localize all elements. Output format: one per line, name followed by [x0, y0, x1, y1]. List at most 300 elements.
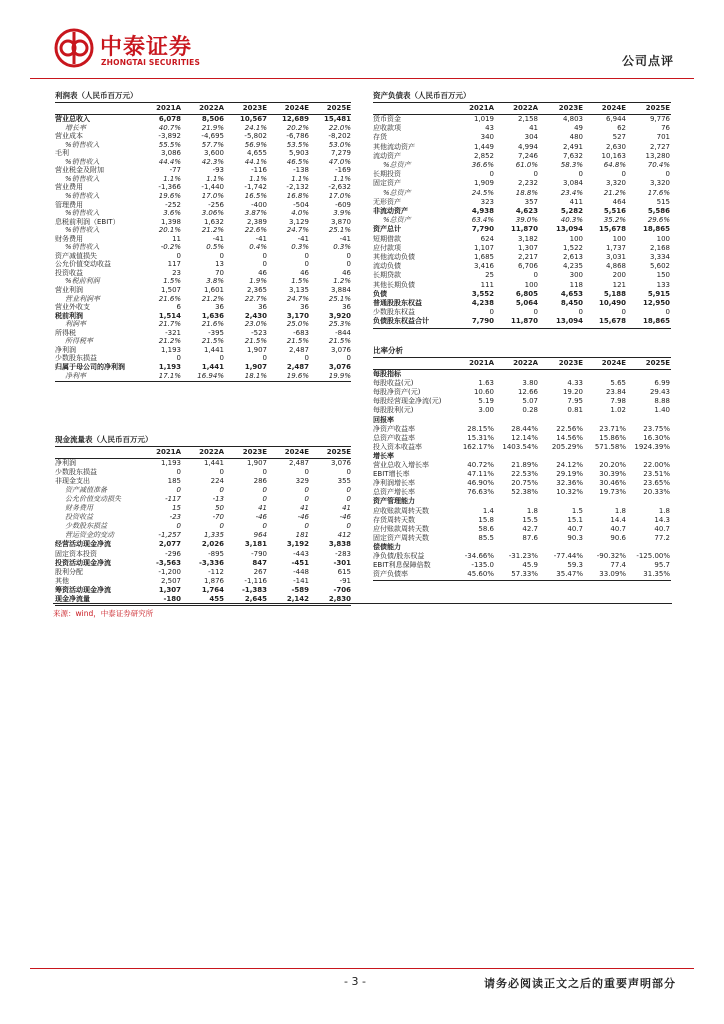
row-value: 45.60%: [467, 570, 494, 579]
row-value: 0: [262, 468, 267, 477]
row-value: 0: [621, 308, 626, 317]
row-value: 57.7%: [201, 140, 224, 149]
row-value: -41: [339, 234, 351, 243]
row-value: 0: [176, 354, 181, 363]
row-value: 3,334: [649, 253, 670, 261]
row-value: -844: [335, 328, 351, 337]
row-value: 1.40: [654, 406, 670, 415]
row-value: 515: [656, 197, 670, 206]
row-label: 应付款项: [373, 243, 401, 252]
row-value: -3,563: [155, 558, 181, 567]
row-value: 41: [342, 504, 351, 513]
table-row: [373, 570, 671, 580]
table-bottom-rule: [373, 580, 671, 581]
row-value: 3.87%: [244, 209, 267, 218]
row-value: 7,790: [471, 317, 494, 326]
row-value: 0: [346, 486, 351, 495]
row-value: 150: [656, 271, 670, 280]
row-value: 36: [342, 303, 351, 312]
row-value: 47.0%: [328, 157, 351, 166]
row-label: 其他流动资产: [373, 142, 415, 151]
row-value: 2,491: [562, 142, 583, 151]
row-value: 25.1%: [328, 226, 351, 235]
row-label: 营运资金的变动: [65, 531, 114, 540]
row-value: 2,430: [244, 311, 267, 320]
row-value: 62: [617, 124, 626, 133]
table-row: [373, 317, 671, 327]
year-header: 2025E: [645, 359, 670, 367]
row-value: 23: [172, 268, 181, 277]
row-label: 投入资本收益率: [373, 442, 422, 451]
row-value: 0: [304, 251, 309, 260]
row-value: 23.4%: [560, 188, 583, 197]
row-value: 22.56%: [556, 424, 583, 433]
row-label: 息税前利润（EBIT）: [55, 217, 120, 226]
row-label: %销售收入: [65, 226, 100, 235]
balance-table-title: 资产负债表（人民币百万元）: [373, 91, 471, 100]
row-value: 23.71%: [599, 424, 626, 433]
row-value: 12,950: [642, 299, 670, 307]
row-value: 5.65: [610, 379, 626, 388]
row-value: 36: [300, 303, 309, 312]
row-label: 负债: [373, 289, 387, 298]
row-label: 管理费用: [55, 200, 83, 209]
row-value: -34.66%: [464, 552, 494, 560]
row-value: -523: [251, 328, 267, 337]
row-value: 1,335: [203, 531, 224, 540]
zhongtai-logo-icon: [54, 28, 94, 68]
row-value: -589: [291, 585, 309, 594]
row-value: 13,094: [555, 317, 583, 326]
row-label: 营业费用: [55, 183, 83, 192]
row-value: 1,514: [158, 311, 181, 320]
row-value: -451: [291, 558, 309, 567]
row-value: 0: [346, 251, 351, 260]
row-value: 1,307: [158, 585, 181, 594]
row-value: 41: [529, 124, 538, 133]
row-value: 3,320: [649, 179, 670, 188]
row-label: 资产减值准备: [65, 486, 107, 495]
row-value: 23.51%: [643, 470, 670, 479]
row-value: 58.6: [478, 524, 494, 533]
row-value: 411: [569, 197, 583, 206]
year-header: 2022A: [513, 359, 538, 367]
row-value: 0: [262, 354, 267, 363]
row-value: 133: [656, 280, 670, 289]
row-value: 22.00%: [643, 461, 670, 469]
row-value: 21.2%: [158, 337, 181, 346]
row-value: 1.5: [571, 506, 583, 515]
row-value: -125.00%: [636, 552, 670, 560]
row-value: 1403.54%: [502, 442, 538, 451]
row-value: 19.9%: [328, 371, 351, 380]
row-value: 0: [262, 486, 267, 495]
row-value: 17.6%: [647, 188, 670, 197]
row-value: 1,507: [160, 286, 181, 294]
row-label: 毛利: [55, 149, 69, 158]
row-value: 70.4%: [647, 161, 670, 169]
row-value: 0: [621, 170, 626, 179]
row-value: 3,320: [605, 179, 626, 188]
row-value: 40.3%: [560, 216, 583, 225]
row-value: 0: [304, 354, 309, 363]
row-label: %销售收入: [65, 157, 100, 166]
table-bottom-rule: [55, 381, 351, 382]
row-value: -1,200: [158, 567, 181, 576]
row-value: 0.3%: [333, 243, 351, 252]
row-value: 22.53%: [511, 470, 538, 479]
row-value: 4,238: [471, 299, 494, 307]
row-value: 2,168: [649, 243, 670, 252]
row-value: -90.32%: [596, 552, 626, 560]
row-value: 0: [304, 495, 309, 504]
row-label: 长期投资: [373, 170, 401, 179]
row-value: -252: [165, 200, 181, 209]
row-value: 2,077: [158, 540, 181, 549]
row-value: -683: [293, 328, 309, 337]
row-value: 90.6: [610, 533, 626, 542]
row-label: 每股经营现金净流(元): [373, 397, 442, 406]
row-value: 20.1%: [158, 226, 181, 235]
row-value: 480: [569, 133, 583, 142]
row-label: 净资产收益率: [373, 424, 415, 433]
row-value: 36: [215, 303, 224, 312]
row-value: 23.75%: [643, 424, 670, 433]
row-value: 11: [172, 234, 181, 243]
row-label: %销售收入: [65, 243, 100, 252]
row-label: 每股指标: [373, 370, 401, 378]
row-value: 42.3%: [201, 157, 224, 166]
row-value: 77.4: [610, 561, 626, 570]
row-value: 200: [612, 271, 626, 280]
row-value: 1.2%: [333, 277, 351, 286]
row-value: 1,398: [160, 217, 181, 226]
row-label: 少数股东损益: [65, 522, 107, 531]
row-value: 52.38%: [511, 488, 538, 497]
row-value: 15,678: [598, 317, 626, 326]
row-label: 公允价值变动收益: [55, 260, 111, 269]
row-value: 45.9: [522, 561, 538, 570]
row-value: -296: [165, 549, 181, 558]
row-value: -3,336: [198, 558, 224, 567]
row-value: 3,076: [330, 345, 351, 354]
row-value: 77.2: [654, 533, 670, 542]
row-value: 0: [219, 354, 224, 363]
row-value: -301: [333, 558, 351, 567]
row-value: 46: [258, 268, 267, 277]
footer-divider: [30, 968, 694, 969]
row-value: 24.7%: [286, 226, 309, 235]
row-value: -321: [165, 328, 181, 337]
row-value: 5,516: [603, 207, 626, 215]
row-label: %税前利润: [65, 277, 100, 286]
row-label: 货币资金: [373, 115, 401, 123]
row-value: 1,019: [473, 115, 494, 123]
row-value: 10,567: [239, 115, 267, 123]
row-value: 2,389: [246, 217, 267, 226]
row-value: 0: [665, 170, 670, 179]
row-value: 118: [569, 280, 583, 289]
row-value: -135.0: [471, 561, 494, 570]
logo-english-name: ZHONGTAI SECURITIES: [101, 58, 201, 67]
row-value: -112: [208, 567, 224, 576]
row-value: -180: [163, 594, 181, 603]
row-value: 0: [304, 486, 309, 495]
row-value: 47.11%: [467, 470, 494, 479]
row-value: 3.06%: [201, 209, 224, 218]
row-value: 2,217: [517, 253, 538, 261]
row-value: 23.0%: [244, 320, 267, 329]
row-value: 4.0%: [291, 209, 309, 218]
row-value: 15,678: [598, 225, 626, 234]
row-value: 40.7: [654, 524, 670, 533]
row-value: 12.14%: [511, 433, 538, 442]
company-logo: [54, 28, 234, 72]
row-label: 非现金支出: [55, 477, 90, 486]
row-value: 87.6: [522, 533, 538, 542]
row-value: 2,232: [517, 179, 538, 188]
row-value: 100: [612, 234, 626, 243]
row-value: 0: [346, 495, 351, 504]
row-value: 1,522: [562, 243, 583, 252]
row-value: 36.6%: [471, 161, 494, 169]
row-value: 21.2%: [603, 188, 626, 197]
row-value: 340: [480, 133, 494, 142]
row-label: 偿债能力: [373, 542, 401, 551]
row-value: 17.0%: [201, 191, 224, 200]
row-label: 固定资产周转天数: [373, 533, 429, 542]
row-value: 49: [574, 124, 583, 133]
row-value: -41: [255, 234, 267, 243]
row-value: 1.1%: [291, 174, 309, 183]
row-value: 16.8%: [286, 191, 309, 200]
row-value: 46: [342, 268, 351, 277]
row-value: 7,279: [330, 149, 351, 158]
source-note: 来源：wind，中泰证券研究所: [53, 609, 154, 618]
row-value: 15.8: [478, 515, 494, 524]
row-value: 2,142: [286, 594, 309, 603]
row-value: 455: [209, 594, 224, 603]
row-value: 6,944: [605, 115, 626, 123]
header-divider: [30, 78, 694, 79]
row-value: 28.15%: [467, 424, 494, 433]
row-value: -395: [208, 328, 224, 337]
row-value: 1,636: [201, 311, 224, 320]
row-label: 负债股东权益合计: [373, 317, 429, 326]
row-value: 10,163: [601, 151, 626, 160]
logo-chinese-name: 中泰证券: [100, 35, 193, 60]
row-value: 4,623: [515, 207, 538, 215]
row-label: 营业税金及附加: [55, 166, 104, 175]
row-value: 1.1%: [333, 174, 351, 183]
row-label: 投资收益: [65, 513, 93, 522]
row-value: 70: [215, 268, 224, 277]
row-label: 存货周转天数: [373, 515, 415, 524]
row-value: 12,689: [281, 115, 309, 123]
row-value: 0: [578, 170, 583, 179]
row-value: -443: [293, 549, 309, 558]
row-label: 每股股利(元): [373, 406, 414, 415]
row-value: 18,865: [642, 317, 670, 326]
row-value: 0: [304, 468, 309, 477]
row-value: 0: [219, 486, 224, 495]
row-value: -46: [297, 513, 309, 522]
row-label: 短期借款: [373, 234, 401, 243]
row-value: 624: [480, 234, 494, 243]
row-value: 8.88: [654, 397, 670, 406]
row-value: 1,307: [517, 243, 538, 252]
table-header-row: [373, 359, 671, 369]
row-value: 4,653: [560, 289, 583, 298]
year-header: 2024E: [601, 104, 626, 112]
year-header: 2021A: [156, 104, 181, 112]
row-value: 53.5%: [286, 140, 309, 149]
row-value: 44.1%: [244, 157, 267, 166]
row-value: 39.0%: [515, 216, 538, 225]
row-value: 0.28: [522, 406, 538, 415]
row-value: 0: [176, 522, 181, 531]
row-value: 56.9%: [244, 140, 267, 149]
row-value: 1.5%: [291, 277, 309, 286]
table-top-rule: [373, 357, 671, 358]
row-label: 营业利润率: [65, 294, 100, 303]
row-label: %总资产: [383, 188, 411, 197]
row-value: 18,865: [642, 225, 670, 234]
row-value: 2,487: [288, 459, 309, 467]
row-label: 营业利润: [55, 286, 83, 294]
year-header: 2024E: [601, 359, 626, 367]
row-value: 0: [176, 486, 181, 495]
row-value: 3,416: [473, 262, 494, 271]
year-header: 2025E: [326, 104, 351, 112]
row-value: 3,920: [328, 311, 351, 320]
row-value: 15.86%: [599, 433, 626, 442]
row-value: 3.9%: [333, 209, 351, 218]
row-value: 0: [176, 468, 181, 477]
row-value: 964: [253, 531, 267, 540]
row-value: 4,803: [562, 115, 583, 123]
row-value: 21.5%: [286, 337, 309, 346]
row-value: 35.47%: [556, 570, 583, 579]
row-value: 41: [300, 504, 309, 513]
row-label: 普通股股东权益: [373, 299, 422, 307]
row-value: 1,441: [203, 345, 224, 354]
row-value: 1924.39%: [634, 442, 670, 451]
row-value: 61.0%: [515, 161, 538, 169]
row-value: 1,193: [158, 362, 181, 371]
row-value: -70: [212, 513, 224, 522]
row-value: 1.5%: [163, 277, 181, 286]
row-value: 3,129: [288, 217, 309, 226]
row-value: 3.6%: [163, 209, 181, 218]
row-value: 3,084: [562, 179, 583, 188]
row-label: %销售收入: [65, 140, 100, 149]
row-label: 资产减值损失: [55, 251, 97, 260]
cashflow-table-title: 现金流量表（人民币百万元）: [55, 435, 153, 444]
row-value: 1,632: [203, 217, 224, 226]
row-label: %销售收入: [65, 209, 100, 218]
row-label: 所得税率: [65, 337, 93, 346]
row-value: 3,182: [517, 234, 538, 243]
row-value: 76.63%: [467, 488, 494, 497]
row-value: 527: [612, 133, 626, 142]
row-value: 0.81: [567, 406, 583, 415]
row-value: 21.5%: [328, 337, 351, 346]
row-value: 1,907: [246, 459, 267, 467]
row-value: 24.1%: [244, 123, 267, 132]
row-value: 21.89%: [511, 461, 538, 469]
row-label: 资产负债率: [373, 570, 408, 579]
row-value: -93: [212, 166, 224, 175]
row-value: 3.00: [478, 406, 494, 415]
row-value: 59.3: [567, 561, 583, 570]
year-header: 2021A: [156, 448, 181, 456]
row-value: 2,830: [328, 594, 351, 603]
row-value: 11,870: [510, 225, 538, 234]
row-value: 357: [524, 197, 538, 206]
row-value: 8,506: [201, 115, 224, 123]
row-value: 1,441: [203, 459, 224, 467]
row-label: 增长率: [373, 451, 394, 460]
row-value: -138: [293, 166, 309, 175]
row-value: 5.07: [522, 397, 538, 406]
table-bottom-rule: [55, 605, 351, 606]
row-value: 46.5%: [286, 157, 309, 166]
row-label: 营业总收入: [55, 115, 90, 123]
row-value: 25.1%: [328, 294, 351, 303]
row-value: 22.0%: [328, 123, 351, 132]
row-value: 1,193: [160, 459, 181, 467]
row-value: 0: [262, 251, 267, 260]
row-value: 46: [300, 268, 309, 277]
row-value: 1,449: [473, 142, 494, 151]
row-value: 162.17%: [462, 442, 494, 451]
row-label: 公允价值变动损失: [65, 495, 121, 504]
row-value: -77: [169, 166, 181, 175]
row-value: -46: [255, 513, 267, 522]
row-label: EBIT增长率: [373, 470, 410, 479]
row-value: 1.1%: [249, 174, 267, 183]
row-value: 20.75%: [511, 479, 538, 488]
disclaimer-text: 请务必阅读正文之后的重要声明部分: [484, 977, 676, 990]
row-value: -31.23%: [508, 552, 538, 560]
table-top-rule: [373, 102, 671, 103]
row-value: -91: [339, 576, 351, 585]
row-value: 28.44%: [511, 424, 538, 433]
row-value: 30.39%: [599, 470, 626, 479]
row-value: 5,586: [647, 207, 670, 215]
row-value: 24.12%: [556, 461, 583, 469]
row-value: 3,076: [328, 362, 351, 371]
row-value: 3,870: [330, 217, 351, 226]
row-value: 4,994: [517, 142, 538, 151]
row-value: 40.7%: [158, 123, 181, 132]
row-value: 19.20: [562, 388, 583, 397]
row-value: 23.65%: [643, 479, 670, 488]
row-value: 2,487: [288, 345, 309, 354]
table-row: [55, 372, 351, 382]
row-value: 5,064: [515, 299, 538, 307]
row-value: 1,907: [244, 362, 267, 371]
row-label: 净负债/股东权益: [373, 552, 425, 560]
row-value: 1.1%: [206, 174, 224, 183]
row-value: 6,706: [517, 262, 538, 271]
row-value: 1,764: [201, 585, 224, 594]
row-value: -23: [169, 513, 181, 522]
row-value: 46.90%: [467, 479, 494, 488]
row-value: 464: [612, 197, 626, 206]
row-value: -77.44%: [553, 552, 583, 560]
